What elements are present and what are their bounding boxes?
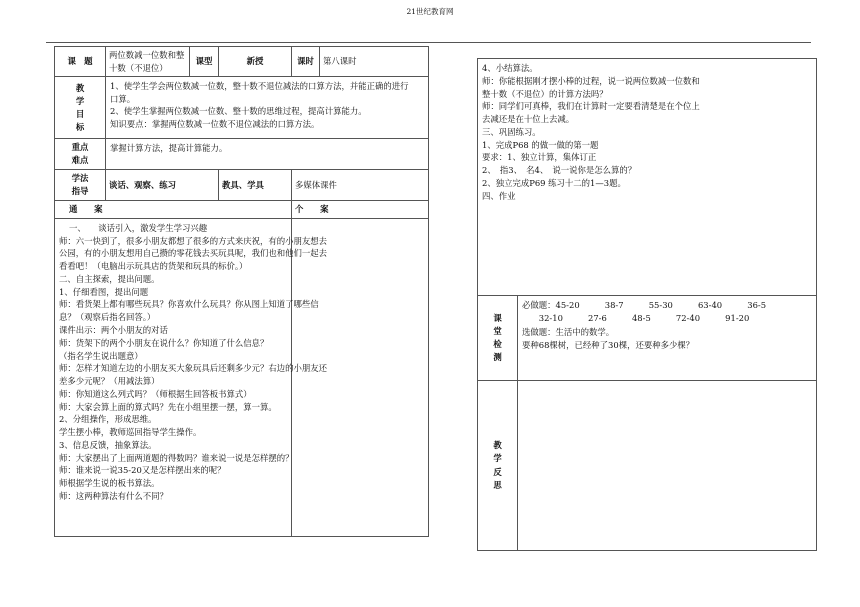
summary-body (478, 59, 817, 296)
lesson-topic: 两位数减一位数和整十数（不退位） (106, 47, 190, 77)
plan-line: 3、信息反馈，抽象算法。 (59, 439, 157, 450)
summary-line: 去减还是在十位上去减。 (482, 114, 575, 125)
header-divider (46, 42, 811, 43)
check-body (518, 296, 817, 381)
check-line: 必做题：45-20 38-7 55-30 63-40 36-5 (522, 300, 767, 310)
plan-line: 二、自主探索，提出问题。 (59, 273, 160, 284)
label-tools: 教具、学具 (219, 170, 292, 201)
plan-line: 师：六一快到了，很多小朋友都想了很多的方式来庆祝，有的小朋友想去 (59, 235, 327, 246)
plan-line: 师：大家会算上面的算式吗？先在小组里摆一摆，算一算。 (59, 401, 277, 412)
lesson-plan-table (54, 46, 429, 537)
plan-line: 课件出示：两个小朋友的对话 (59, 325, 168, 336)
summary-line: 2、 指3、 名4、 说一说你是怎么算的？ (482, 165, 637, 176)
plan-line: 公园，有的小朋友想用自己攒的零花钱去买玩具呢，我们也和他们一起去 (59, 248, 327, 259)
plan-line: 师：货架下的两个小朋友在说什么？你知道了什么信息？ (59, 337, 269, 348)
plan-body (55, 218, 327, 536)
check-line: 要种68棵树，已经种了30棵，还要种多少棵？ (522, 340, 695, 351)
plan-line: 师：怎样才知道左边的小朋友买大象玩具后还剩多少元？右边的小朋友还 (59, 363, 327, 374)
summary-line: 三、巩固练习。 (482, 126, 541, 137)
label-check: 课 堂 检 测 (478, 296, 518, 381)
check-line: 32-10 27-6 48-5 72-40 91-20 (522, 313, 750, 324)
label-key: 重点 难点 (55, 139, 106, 170)
plan-line: 1、仔细看图，提出问题 (59, 286, 149, 297)
summary-line: 1、完成P68 的做一做的第一题 (482, 139, 599, 150)
reflect-body (518, 381, 817, 551)
plan-line: 一、 谈话引入，激发学生学习兴趣 (69, 222, 208, 233)
plan-line: 师根据学生说的板书算法。 (59, 478, 160, 489)
plan-line: 师：你知道这么列式吗？（师根据生回答板书算式） (59, 388, 252, 399)
plan-line: 息？（观察后指名回答。） (59, 312, 156, 323)
summary-line: 2、独立完成P69 练习十二的1—3题。 (482, 177, 626, 188)
summary-line: 师：你能根据刚才摆小棒的过程，说一说两位数减一位数和 (482, 75, 700, 86)
plan-line: 师：谁来说一说35-20又是怎样摆出来的呢？ (59, 465, 226, 476)
plan-line: 差多少元呢？（用减法算） (59, 376, 160, 387)
summary-line: 整十数（不退位）的计算方法吗？ (482, 88, 608, 99)
lesson-key: 掌握计算方法，提高计算能力。 (106, 139, 429, 170)
label-personal: 个 案 (292, 201, 429, 219)
summary-line: 师：同学们可真棒，我们在计算时一定要看清楚是在个位上 (482, 101, 700, 112)
lesson-period: 第八课时 (320, 47, 429, 77)
plan-line: 师：这两种算法有什么不同？ (59, 490, 168, 501)
label-topic: 课 题 (55, 47, 106, 77)
plan-line: 看看吧！（电脑出示玩具店的货架和玩具的标价。） (59, 261, 248, 272)
label-reflect: 教 学 反 思 (478, 381, 518, 551)
lesson-type: 新授 (219, 47, 292, 77)
label-period: 课时 (292, 47, 320, 77)
label-goals: 教 学 目 标 (55, 77, 106, 139)
header-site: 21世纪教育网 (406, 7, 454, 16)
check-line: 选做题：生活中的数学。 (522, 326, 615, 337)
personal-body (292, 218, 429, 536)
lesson-method: 谈话、观察、练习 (106, 170, 219, 201)
lesson-tools: 多媒体课件 (292, 170, 429, 201)
label-type: 课型 (190, 47, 219, 77)
plan-line: 学生摆小棒，教师巡回指导学生操作。 (59, 427, 202, 438)
plan-line: 师：大家摆出了上面两道题的得数吗？谁来说一说是怎样摆的？ (59, 452, 294, 463)
plan-line: 2、分组操作，形成思维。 (59, 414, 157, 425)
plan-line: 师：看货架上都有哪些玩具？你喜欢什么玩具？你从图上知道了哪些信 (59, 299, 319, 310)
label-method: 学法 指导 (55, 170, 106, 201)
plan-line: （指名学生说出题意） (59, 350, 143, 361)
summary-line: 要求：1、独立计算，集体订正 (482, 152, 597, 163)
summary-line: 4、小结算法。 (482, 63, 538, 73)
right-panel-table (477, 58, 817, 551)
lesson-goals: 1、使学生学会两位数减一位数，整十数不退位减法的口算方法，并能正确的进行 口算。 2、使学生掌握两位数减一位数、整十数的思维过程，提高计算能力。 知识要点：掌握两位数减一位数不退位减法的口算方法。 (106, 77, 429, 139)
label-plan: 通 案 (55, 201, 292, 219)
summary-line: 四、作业 (482, 190, 516, 201)
